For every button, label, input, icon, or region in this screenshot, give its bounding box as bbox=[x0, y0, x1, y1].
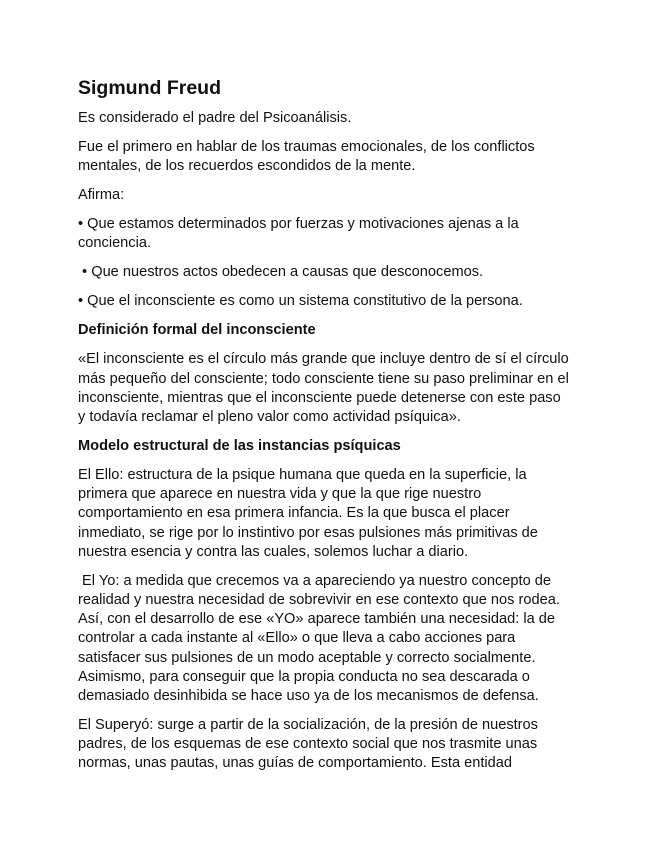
paragraph-ello bbox=[78, 466, 578, 562]
text-line: y todavía reclamar el pleno valor como actividad psíquica». bbox=[78, 409, 461, 426]
afirma-label: Afirma: bbox=[78, 187, 125, 204]
text-line: Asimismo, para conseguir que la propia conducta no sea descarada o bbox=[78, 668, 530, 685]
heading-model: Modelo estructural de las instancias psíquicas bbox=[78, 438, 401, 455]
text-line: demasiado desinhibida se hace uso ya de los mecanismos de defensa. bbox=[78, 688, 539, 705]
bullet-item bbox=[78, 263, 578, 282]
text-line: El Superyó: surge a partir de la socialización, de la presión de nuestros bbox=[78, 717, 538, 734]
text-line: • Que el inconsciente es como un sistema constitutivo de la persona. bbox=[78, 293, 523, 310]
text-line: más pequeño del consciente; todo consciente tiene su paso preliminar en el bbox=[78, 370, 569, 387]
text-line: normas, unas pautas, unas guías de comportamiento. Esta entidad bbox=[78, 755, 513, 772]
heading-definition: Definición formal del inconsciente bbox=[78, 322, 316, 339]
text-line: Fue el primero en hablar de los traumas emocionales, de los conflictos bbox=[78, 139, 535, 155]
text-line: • Que nuestros actos obedecen a causas que desconocemos. bbox=[78, 264, 484, 281]
text-line: conciencia. bbox=[78, 235, 152, 252]
text-line: satisfacer sus pulsiones de un modo aceptable y correcto socialmente. bbox=[78, 649, 536, 666]
paragraph-definition bbox=[78, 350, 578, 427]
text-line: nuestra esencia y contra las cuales, solemos luchar a diario. bbox=[78, 543, 469, 560]
text-line: comportamiento en esa primera infancia. Es la que busca el placer bbox=[78, 505, 510, 522]
text-line: El Yo: a medida que crecemos va a apareciendo ya nuestro concepto de bbox=[78, 572, 551, 589]
page-title: Sigmund Freud bbox=[78, 77, 221, 99]
intro-paragraph: Es considerado el padre del Psicoanálisis. bbox=[78, 110, 352, 126]
text-line: mentales, de los recuerdos escondidos de la mente. bbox=[78, 158, 416, 175]
paragraph-yo bbox=[78, 572, 578, 706]
paragraph-superyo bbox=[78, 716, 578, 774]
document-page bbox=[78, 76, 578, 783]
paragraph-traumas bbox=[78, 138, 578, 176]
bullet-item bbox=[78, 292, 578, 311]
text-line: controlar a cada instante al «Ello» o que lleva a cabo acciones para bbox=[78, 630, 516, 647]
text-line: El Ello: estructura de la psique humana que queda en la superficie, la bbox=[78, 467, 527, 484]
text-line: inmediato, se rige por lo instintivo por esas pulsiones más primitivas de bbox=[78, 524, 538, 541]
text-line: Así, con el desarrollo de ese «YO» aparece también una necesidad: la de bbox=[78, 611, 556, 628]
text-line: primera que aparece en nuestra vida y que la que rige nuestro bbox=[78, 486, 482, 503]
text-line: realidad y nuestra necesidad de sobrevivir en ese contexto que nos rodea. bbox=[78, 592, 560, 609]
bullet-item bbox=[78, 215, 578, 253]
text-line: «El inconsciente es el círculo más grande que incluye dentro de sí el círculo bbox=[78, 351, 569, 368]
text-line: • Que estamos determinados por fuerzas y motivaciones ajenas a la bbox=[78, 216, 519, 233]
text-line: inconsciente, mientras que el inconsciente puede detenerse con este paso bbox=[78, 389, 561, 406]
text-line: padres, de los esquemas de ese contexto social que nos trasmite unas bbox=[78, 736, 538, 753]
